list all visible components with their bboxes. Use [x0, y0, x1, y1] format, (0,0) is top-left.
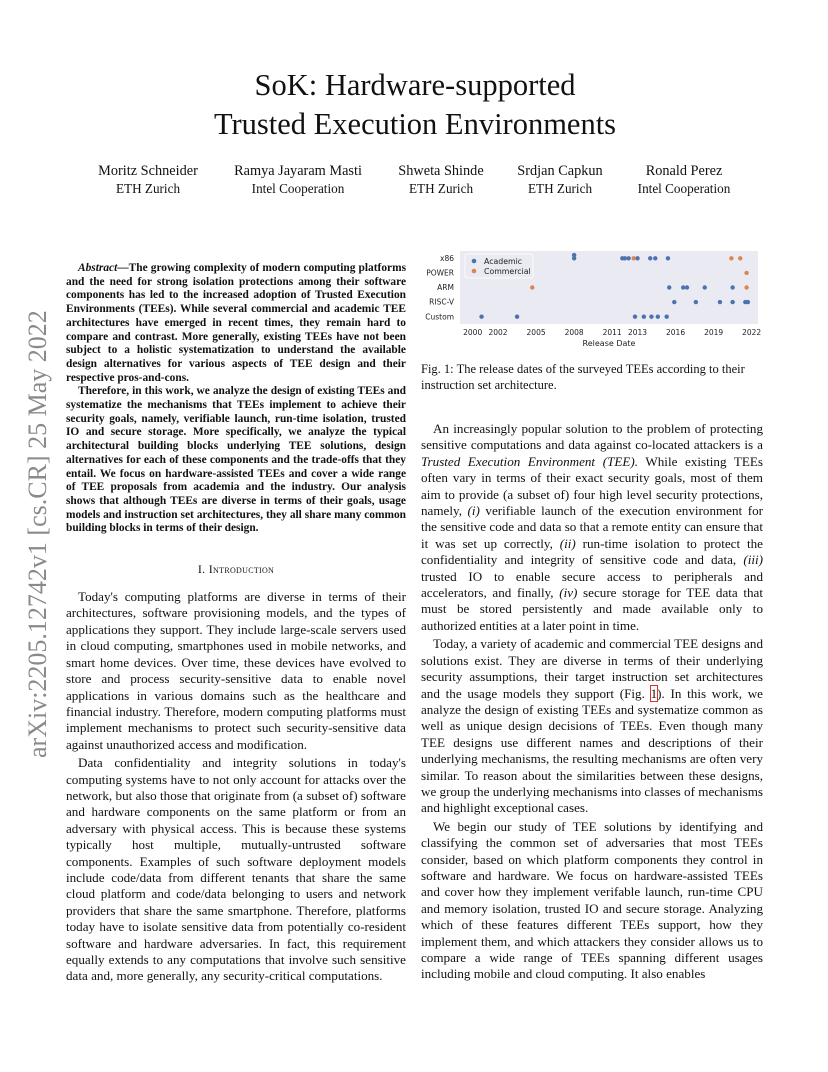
chart-x-tick-label: 2019 — [704, 328, 724, 337]
chart-point-academic — [649, 315, 653, 319]
author-2 — [218, 162, 378, 197]
chart-point-academic — [730, 285, 734, 289]
chart-point-academic — [653, 256, 657, 260]
chart-point-academic — [685, 285, 689, 289]
chart-point-academic — [718, 300, 722, 304]
abstract — [66, 262, 406, 536]
chart-point-academic — [672, 300, 676, 304]
author-5 — [604, 162, 764, 197]
figure-1 — [421, 249, 763, 355]
chart-point-academic — [664, 315, 668, 319]
enum-marker: (iv) — [559, 585, 578, 601]
text-run: While existing TEEs often vary in terms of their exact security goals, most of them aim to provide (a subset of) four high level security protections, namely, — [421, 453, 763, 519]
section-heading-introduction — [66, 562, 406, 577]
body-paragraph-2 — [421, 636, 763, 816]
chart-point-academic — [479, 315, 483, 319]
text-run: secure storage for TEE data that must be stored persistently and made available only to authorized entities at a later point in time. — [421, 585, 763, 633]
chart-x-tick-label: 2000 — [463, 328, 483, 337]
text-run: trusted IO to enable secure access to peripherals and accelerators, and finally, — [421, 568, 763, 601]
author-name: Ramya Jayaram Masti — [234, 163, 362, 179]
left-body-text — [66, 589, 406, 985]
chart-point-academic — [623, 256, 627, 260]
chart-point-academic — [635, 256, 639, 260]
chart-point-commercial — [744, 271, 748, 275]
text-run: run-time isolation to protect the confidentiality and integrity of sensitive code and data, — [421, 535, 763, 568]
author-affiliation: ETH Zurich — [408, 181, 474, 196]
figure-caption-text: The release dates of the surveyed TEEs according to their instruction set architecture. — [421, 362, 745, 392]
chart-point-academic — [642, 315, 646, 319]
arxiv-identifier-text: arXiv:2205.12742v1 [cs.CR] 25 May 2022 — [23, 310, 52, 758]
legend-marker-commercial — [472, 269, 477, 274]
chart-point-academic — [666, 256, 670, 260]
legend-marker-academic — [472, 259, 477, 264]
chart-x-axis-label: Release Date — [582, 339, 636, 348]
chart-point-commercial — [738, 256, 742, 260]
chart-point-academic — [633, 315, 637, 319]
chart-point-commercial — [729, 256, 733, 260]
abstract-paragraph-1 — [66, 262, 406, 385]
body-paragraph-1 — [421, 421, 763, 634]
chart-point-academic — [656, 315, 660, 319]
legend-label-commercial: Commercial — [484, 267, 531, 276]
chart-point-academic — [746, 300, 750, 304]
chart-x-tick-label: 2016 — [666, 328, 686, 337]
body-paragraph: Data confidentiality and integrity solutions in today's computing systems have to not only account for attacks over the network, but also those that originate from (a subset of) software and hardware components on the same platform or from an adversary with physical access. This is because these systems typically host multiple, mutually-untrusted software components. Examples of such software deployment models include code/data from different tenants that share the same cloud platform and code/data belonging to users and network providers that share the same smartphone. Therefore, platforms today have to isolate sensitive data from potentially co-resident software and hardware adversaries. In fact, this requirement equally extends to any computations that involve such sensitive data and, more generally, any security-critical computations. — [66, 755, 406, 984]
chart-y-tick-label: RISC-V — [429, 297, 454, 307]
chart-point-academic — [667, 285, 671, 289]
text-run: An increasingly popular solution to the problem of protecting sensitive computations and data against co-located attackers is a — [421, 421, 763, 453]
figure-caption-label: Fig. 1: — [421, 362, 454, 376]
text-run: Today, a variety of academic and commercial TEE designs and solutions exist. They are diverse in terms of their underlying security assumptions, their target instruction set architectures and the usage models they support (Fig. — [421, 636, 763, 701]
chart-point-commercial — [632, 256, 636, 260]
author-list — [66, 162, 766, 202]
enum-marker: (i) — [467, 503, 480, 519]
legend-label-academic: Academic — [484, 257, 523, 266]
chart-point-academic — [648, 256, 652, 260]
author-affiliation: ETH Zurich — [527, 181, 593, 196]
body-paragraph: Today's computing platforms are diverse in terms of their architectures, software provisioning models, and the types of applications they support. They include large-scale servers used in cloud computing, smartphones used in mobile networks, and smart home devices. Over time, these devices have evolved to store and process security-sensitive data to enable novel applications in various domains such as the healthcare and financial industry. Therefore, modern computing platforms must implement mechanisms to protect such security-sensitive data against unauthorized access and modification. — [66, 589, 406, 752]
chart-point-academic — [730, 300, 734, 304]
paper-title-line-2: Trusted Execution Environments — [213, 107, 617, 141]
figure-1-reference-link[interactable]: 1 — [650, 685, 658, 701]
chart-point-commercial — [530, 285, 534, 289]
author-name: Shweta Shinde — [398, 163, 484, 179]
author-name: Srdjan Capkun — [517, 163, 603, 179]
paper-title — [100, 66, 730, 144]
tee-release-chart — [421, 249, 763, 355]
right-body-text — [421, 421, 763, 985]
abstract-lead: Abstract — [78, 262, 118, 274]
author-name: Ronald Perez — [645, 163, 723, 179]
chart-y-tick-label: ARM — [437, 283, 454, 293]
chart-x-tick-label: 2008 — [564, 328, 584, 337]
chart-y-tick-label: POWER — [426, 268, 454, 278]
author-1 — [68, 162, 228, 197]
chart-x-tick-label: 2005 — [526, 328, 546, 337]
section-number: I. — [197, 562, 206, 577]
chart-x-tick-label: 2013 — [627, 328, 648, 337]
chart-x-tick-label: 2022 — [742, 328, 762, 337]
author-affiliation: ETH Zurich — [115, 181, 181, 196]
chart-legend — [465, 254, 533, 278]
enum-marker: (iii) — [743, 552, 763, 568]
author-affiliation: Intel Cooperation — [251, 181, 345, 196]
chart-point-academic — [703, 285, 707, 289]
chart-y-tick-label: Custom — [425, 312, 454, 322]
chart-point-academic — [626, 256, 630, 260]
chart-point-academic — [572, 253, 576, 257]
chart-point-academic — [694, 300, 698, 304]
body-paragraph-3: We begin our study of TEE solutions by identifying and classifying the common set of adversaries that most TEEs consider, based on which platform components they control in software and hardware. We focus on hardware-assisted TEEs and cover how they implement verifable launch, run-time CPU and memory isolation, trusted IO and secure storage. Analyzing which of these features different TEEs support, how they implement them, and which attackers they consider allows us to compare a wide range of TEEs spanning different usages including mobile and cloud computing. It also enables — [421, 818, 763, 982]
chart-y-tick-label: x86 — [440, 253, 454, 263]
text-run: ). In this work, we analyze the design of existing TEEs and systematize common as well as unique design decisions of TEEs. Even though many TEE designs use different names and descriptions of their underlying mechanisms, the resulting mechanisms are often very similar. To reason about the similarities between these designs, we group the underlying mechanisms into classes of mechanisms and highlight exceptional cases. — [421, 685, 763, 816]
abstract-paragraph-2: Therefore, in this work, we analyze the design of existing TEEs and systematize the mechanisms that TEEs implement to achieve their security goals, namely, verifiable launch, run-time isolation, trusted IO and secure storage. More specifically, we analyze the typical architectural building blocks underlying TEE solutions, design alternatives for each of these components and the trade-offs that they entail. We focus on hardware-assisted TEEs and cover a wide range of TEE proposals from academia and the industry. Our analysis shows that although TEEs are diverse in terms of their goals, usage models and instruction set architectures, they all share many common building blocks in terms of their design. — [66, 385, 406, 535]
abstract-text-1: —The growing complexity of modern computing platforms and the need for strong isolation protections among their software components has led to the increased adoption of Trusted Execution Environments (TEEs). While several commercial and academic TEE architectures have emerged in recent times, they remain hard to compare and contrast. More generally, existing TEEs have not been subject to a holistic systematization to understand the available design alternatives for various aspects of TEE design and their respective pros-and-cons. — [66, 262, 406, 384]
chart-x-tick-label: 2002 — [488, 328, 508, 337]
section-title: Introduction — [208, 562, 275, 577]
chart-point-academic — [515, 315, 519, 319]
chart-point-academic — [681, 285, 685, 289]
chart-point-commercial — [744, 285, 748, 289]
figure-1-caption — [421, 362, 763, 393]
text-run: verifiable launch of the execution environment for the sensitive code and data so that a remote entity can ensure that it was set up correctly, — [421, 503, 763, 551]
arxiv-identifier — [4, 272, 64, 772]
author-name: Moritz Schneider — [98, 163, 198, 179]
left-column — [66, 262, 406, 987]
paper-title-line-1: SoK: Hardware-supported — [254, 68, 576, 102]
text-emphasis: Trusted Execution Environment (TEE). — [421, 453, 638, 469]
author-affiliation: Intel Cooperation — [637, 181, 731, 196]
enum-marker: (ii) — [559, 535, 576, 551]
chart-x-tick-label: 2011 — [602, 328, 622, 337]
